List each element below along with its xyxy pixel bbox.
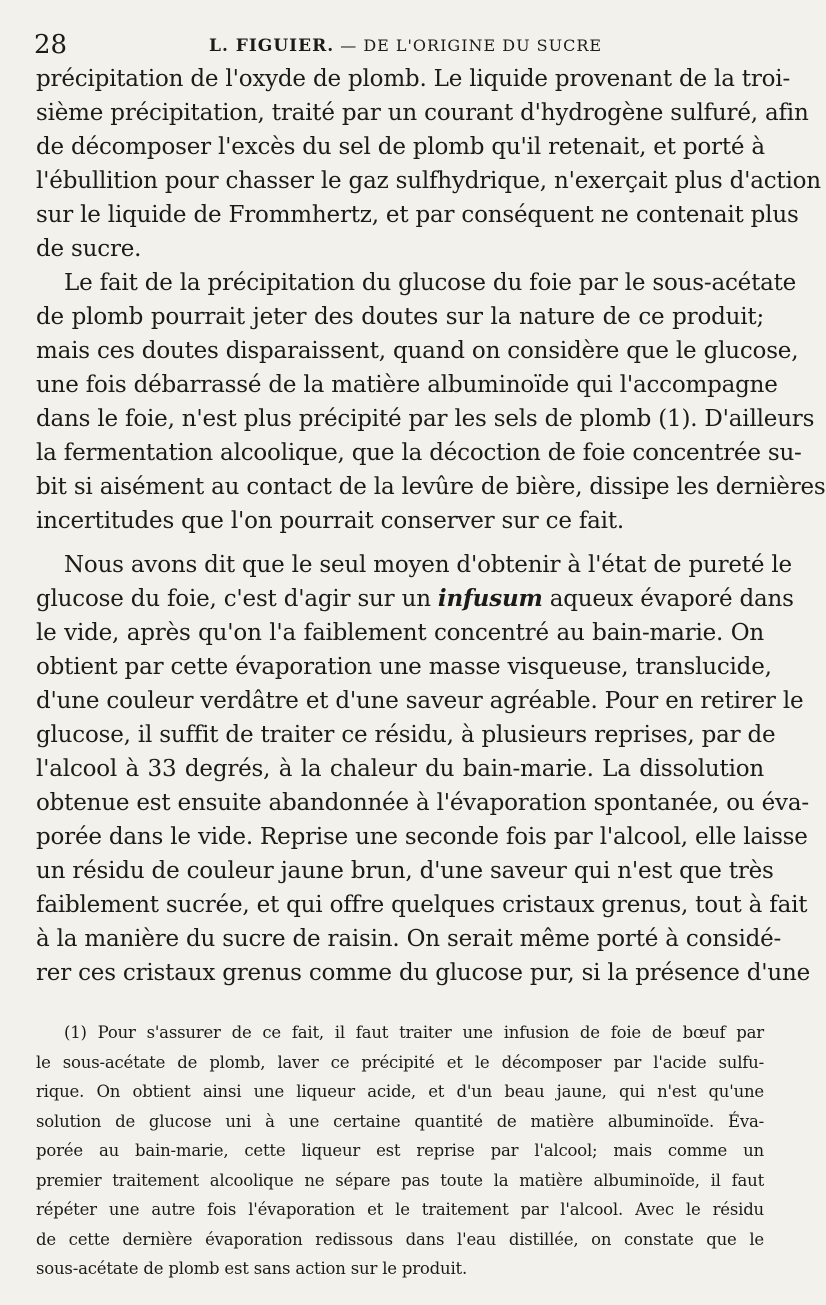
footnote	[36, 1018, 764, 1284]
text-line: précipitation de l'oxyde de plomb. Le liquide provenant de la troi-	[36, 66, 791, 92]
footnote-line: répéter une autre fois l'évaporation et le traitement par l'alcool. Avec le résidu	[36, 1200, 764, 1219]
text-line: glucose du foie, c'est d'agir sur un infusum aqueux évaporé dans	[36, 585, 794, 612]
text-line: dans le foie, n'est plus précipité par les sels de plomb (1). D'ailleurs	[36, 406, 815, 432]
text-line: la fermentation alcoolique, que la décoction de foie concentrée su-	[36, 440, 802, 466]
footnote-line: de cette dernière évaporation redissous dans l'eau distillée, on constate que le	[36, 1229, 764, 1249]
text-line: sième précipitation, traité par un courant d'hydrogène sulfuré, afin	[36, 100, 809, 126]
text-line: de plomb pourrait jeter des doutes sur la nature de ce produit;	[36, 304, 764, 330]
footnote-line: rique. On obtient ainsi une liqueur acide, et d'un beau jaune, qui n'est qu'une	[36, 1082, 764, 1101]
page-number: 28	[34, 30, 68, 60]
paragraph-3	[36, 548, 811, 990]
header-dash: —	[340, 36, 358, 55]
text-line: sur le liquide de Frommhertz, et par conséquent ne contenait plus	[36, 202, 799, 228]
text-line: bit si aisément au contact de la levûre de bière, dissipe les dernières	[36, 474, 826, 500]
text-line: Nous avons dit que le seul moyen d'obtenir à l'état de pureté le	[64, 552, 792, 578]
text-line: mais ces doutes disparaissent, quand on considère que le glucose,	[36, 338, 799, 364]
text-line: porée dans le vide. Reprise une seconde fois par l'alcool, elle laisse	[36, 824, 808, 850]
text-line: Le fait de la précipitation du glucose du foie par le sous-acétate	[64, 270, 797, 296]
header-author: L. FIGUIER.	[209, 36, 335, 56]
text-line: rer ces cristaux grenus comme du glucose pur, si la présence d'une	[36, 960, 811, 986]
footnote-line: premier traitement alcoolique ne sépare pas toute la matière albuminoïde, il faut	[36, 1170, 764, 1190]
italic-term: infusum	[437, 585, 543, 612]
text-line: faiblement sucrée, et qui offre quelques cristaux grenus, tout à fait	[36, 892, 808, 918]
text-line: glucose, il suffit de traiter ce résidu, à plusieurs reprises, par de	[36, 722, 776, 748]
text-line: le vide, après qu'on l'a faiblement concentré au bain-marie. On	[36, 620, 764, 646]
footnote-line: porée au bain-marie, cette liqueur est reprise par l'alcool; mais comme un	[36, 1141, 764, 1160]
text-line: à la manière du sucre de raisin. On serait même porté à considé-	[36, 926, 782, 952]
text-line: obtenue est ensuite abandonnée à l'évaporation spontanée, ou éva-	[36, 790, 809, 816]
header-title: DE L'ORIGINE DU SUCRE	[363, 36, 603, 55]
running-header	[34, 30, 774, 60]
text-line: obtient par cette évaporation une masse visqueuse, translucide,	[36, 654, 772, 680]
running-title	[209, 36, 602, 56]
footnote-line: solution de glucose uni à une certaine quantité de matière albuminoïde. Éva-	[36, 1111, 764, 1131]
text-line: de sucre.	[36, 236, 142, 262]
footnote-line: sous-acétate de plomb est sans action sur le produit.	[36, 1259, 468, 1278]
footnote-line: (1) Pour s'assurer de ce fait, il faut traiter une infusion de foie de bœuf par	[64, 1023, 764, 1042]
text-line: une fois débarrassé de la matière albuminoïde qui l'accompagne	[36, 372, 778, 398]
text-line: l'ébullition pour chasser le gaz sulfhydrique, n'exerçait plus d'action	[36, 168, 821, 194]
text-line: d'une couleur verdâtre et d'une saveur agréable. Pour en retirer le	[36, 688, 804, 714]
footnote-line: le sous-acétate de plomb, laver ce précipité et le décomposer par l'acide sulfu-	[36, 1052, 764, 1072]
text-line: un résidu de couleur jaune brun, d'une saveur qui n'est que très	[36, 858, 774, 884]
main-text	[36, 62, 826, 990]
text-line: incertitudes que l'on pourrait conserver sur ce fait.	[36, 508, 624, 534]
text-line: de décomposer l'excès du sel de plomb qu'il retenait, et porté à	[36, 134, 765, 160]
text-line: l'alcool à 33 degrés, à la chaleur du bain-marie. La dissolution	[36, 756, 764, 782]
paragraph-1	[36, 62, 821, 266]
paragraph-2	[36, 266, 826, 538]
